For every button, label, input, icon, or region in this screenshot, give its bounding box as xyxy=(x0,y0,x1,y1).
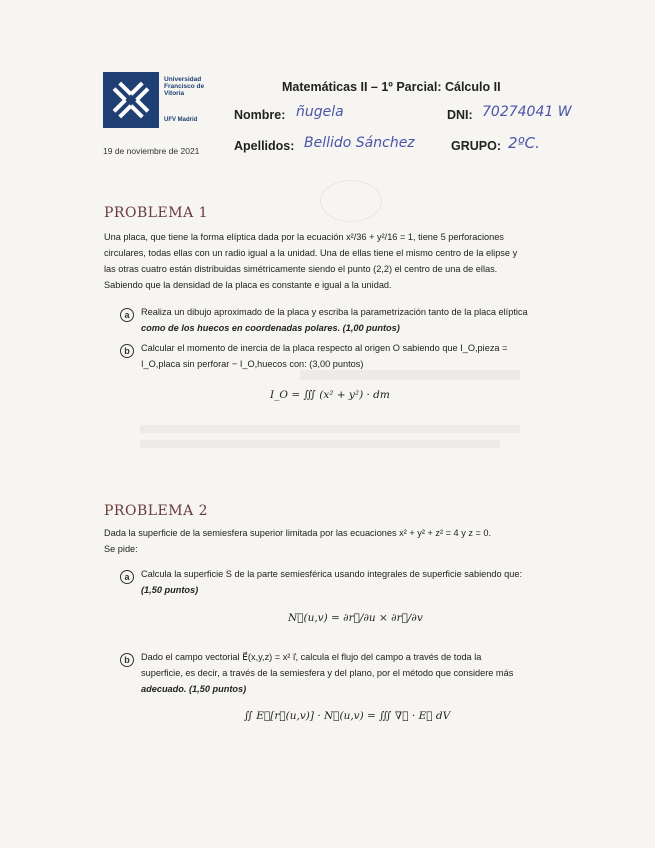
item-line: I_O,placa sin perforar − I_O,huecos con: (3,00 puntos) xyxy=(141,359,364,369)
name-label: Nombre: xyxy=(234,108,286,122)
problem-2-item-a xyxy=(141,566,561,598)
item-marker: a xyxy=(120,308,134,322)
university-line: Universidad xyxy=(164,76,202,83)
item-line: (1,50 puntos) xyxy=(141,585,199,595)
problem-2-statement xyxy=(104,525,554,557)
exam-date: 19 de noviembre de 2021 xyxy=(103,146,200,156)
statement-line: Sabiendo que la densidad de la placa es constante e igual a la unidad. xyxy=(104,280,392,290)
group-value: 2ºC. xyxy=(508,134,540,152)
item-line: Dado el campo vectorial E⃗(x,y,z) = x² i⃗, calcula el flujo del campo a través de toda la xyxy=(141,652,482,662)
normal-vector-formula: N⃗(u,v) = ∂r⃗/∂u × ∂r⃗/∂v xyxy=(288,612,423,624)
statement-line: Dada la superficie de la semiesfera superior limitada por las ecuaciones x² + y² + z² = 4 y z = 0. xyxy=(104,528,492,538)
flux-divergence-formula: ∬ E⃗[r⃗(u,v)] · N⃗(u,v) = ∭ ∇⃗ · E⃗ dV xyxy=(244,710,451,722)
ufv-madrid-label: UFV Madrid xyxy=(164,117,198,123)
item-marker: b xyxy=(120,653,134,667)
item-marker: b xyxy=(120,344,134,358)
item-b-marker xyxy=(120,650,134,668)
item-b-marker xyxy=(120,341,134,359)
dni-value: 70274041 W xyxy=(482,104,572,120)
name-value: ñugela xyxy=(296,104,344,120)
statement-line: Se pide: xyxy=(104,544,138,554)
item-a-marker xyxy=(120,305,134,323)
bleed-through-mark xyxy=(140,425,520,433)
problem-1-title: PROBLEMA 1 xyxy=(104,205,209,221)
bleed-through-mark xyxy=(320,180,382,222)
problem-1-item-b xyxy=(141,340,556,372)
item-line: Calcula la superficie S de la parte semiesférica usando integrales de superficie sabiendo que: xyxy=(141,569,522,579)
bleed-through-mark xyxy=(140,440,500,448)
statement-line: circulares, todas ellas con un radio igual a la unidad. Una de ellas tiene el mismo centro de la elipse y xyxy=(104,248,518,258)
problem-1-item-a xyxy=(141,304,556,336)
problem-1-statement xyxy=(104,229,554,293)
surname-label: Apellidos: xyxy=(234,139,295,153)
problem-2-item-b xyxy=(141,649,561,697)
item-line: como de los huecos en coordenadas polares. (1,00 puntos) xyxy=(141,323,400,333)
item-line: Calcular el momento de inercia de la placa respecto al origen O sabiendo que I_O,pieza = xyxy=(141,343,508,353)
item-line: superficie, es decir, a través de la semiesfera y del plano, por el método que considere más xyxy=(141,668,514,678)
exam-title: Matemáticas II – 1º Parcial: Cálculo II xyxy=(282,80,501,94)
university-line: Vitoria xyxy=(164,90,185,97)
problem-2-title: PROBLEMA 2 xyxy=(104,503,209,519)
dni-label: DNI: xyxy=(447,108,473,122)
university-line: Francisco de xyxy=(164,83,205,90)
item-marker: a xyxy=(120,570,134,584)
statement-line: las otras cuatro están distribuidas simétricamente siendo el punto (2,2) el centro de una de ellas. xyxy=(104,264,498,274)
university-logo xyxy=(103,72,159,128)
item-line: Realiza un dibujo aproximado de la placa y escriba la parametrización tanto de la placa elíptica xyxy=(141,307,528,317)
statement-line: Una placa, que tiene la forma elíptica dada por la ecuación x²/36 + y²/16 = 1, tiene 5 perforaciones xyxy=(104,232,504,242)
university-name xyxy=(164,76,234,97)
item-line: adecuado. (1,50 puntos) xyxy=(141,684,247,694)
item-a-marker xyxy=(120,567,134,585)
inertia-formula: I_O = ∭ (x² + y²) · dm xyxy=(270,389,390,401)
surname-value: Bellido Sánchez xyxy=(304,135,415,151)
group-label: GRUPO: xyxy=(451,139,501,153)
